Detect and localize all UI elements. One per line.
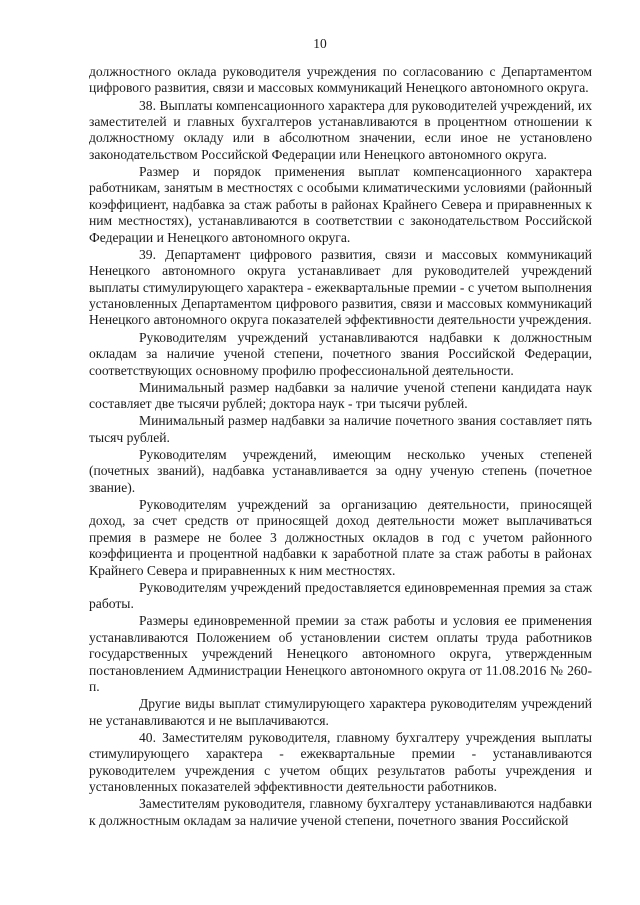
page-number: 10 — [313, 36, 327, 51]
paragraph-item-40: 40. Заместителям руководителя, главному бухгалтеру учреждения выплаты стимулирующего характера - ежеквартальные премии - устанавливаются руководителем учреждения с учетом общих результатов работы учреждения и установленных показателей эффективности деятельности работников. — [89, 729, 592, 795]
paragraph-compensation-climate: Размер и порядок применения выплат компенсационного характера работникам, занятым в местностях с особыми климатическими условиями (районный коэффициент, надбавка за стаж работы в районах Крайнего Севера и приравненных к ним местностях), устанавливаются в соответствии с законодательством Российской Федерации и Ненецкого автономного округа. — [89, 164, 592, 245]
document-body — [89, 64, 592, 829]
paragraph-multiple-degrees: Руководителям учреждений, имеющим несколько ученых степеней (почетных званий), надбавка устанавливается за одну ученую степень (почетное звание). — [89, 446, 592, 495]
paragraph-item-38: 38. Выплаты компенсационного характера для руководителей учреждений, их заместителей и главных бухгалтеров устанавливаются в процентном отношении к должностному окладу или в абсолютном значении, если иное не установлено законодательством Российской Федерации или Ненецкого автономного округа. — [89, 97, 592, 162]
paragraph-item-39: 39. Департамент цифрового развития, связи и массовых коммуникаций Ненецкого автономного округа устанавливает для руководителей учреждений выплаты стимулирующего характера - ежеквартальные премии - с учетом выполнения установленных Департаментом цифрового развития, связи и массовых коммуникаций Ненецкого автономного округа показателей эффективности деятельности учреждения. — [89, 246, 592, 328]
paragraph-min-degree-allowance: Минимальный размер надбавки за наличие ученой степени кандидата наук составляет две тысячи рублей; доктора наук - три тысячи рублей. — [89, 379, 592, 412]
paragraph-deputies-allowances: Заместителям руководителя, главному бухгалтеру устанавливаются надбавки к должностным окладам за наличие ученой степени, почетного звания Российской — [89, 796, 592, 828]
paragraph-min-title-allowance: Минимальный размер надбавки за наличие почетного звания составляет пять тысяч рублей. — [89, 413, 592, 445]
paragraph-continuation: должностного оклада руководителя учреждения по согласованию с Департаментом цифрового развития, связи и массовых коммуникаций Ненецкого автономного округа. — [89, 64, 592, 96]
paragraph-seniority-bonus: Руководителям учреждений предоставляется единовременная премия за стаж работы. — [89, 579, 592, 612]
paragraph-other-payments: Другие виды выплат стимулирующего характера руководителям учреждений не устанавливаются и не выплачиваются. — [89, 696, 592, 728]
paragraph-income-activity-bonus: Руководителям учреждений за организацию деятельности, приносящей доход, за счет средств от приносящей доход деятельности может выплачиваться премия в размере не более 3 должностных окладов в год с учетом районного коэффициента и процентной надбавки к заработной плате за стаж работы в районах Крайнего Севера и приравненных к ним местностях. — [89, 496, 592, 578]
paragraph-allowances: Руководителям учреждений устанавливаются надбавки к должностным окладам за наличие ученой степени, почетного звания Российской Федерации, соответствующих основному профилю профессиональной деятельности. — [89, 329, 592, 378]
paragraph-seniority-bonus-rules: Размеры единовременной премии за стаж работы и условия ее применения устанавливаются Положением об установлении систем оплаты труда работников государственных учреждений Ненецкого автономного округа, утвержденным постановлением Администрации Ненецкого автономного округа от 11.08.2016 № 260-п. — [89, 613, 592, 694]
